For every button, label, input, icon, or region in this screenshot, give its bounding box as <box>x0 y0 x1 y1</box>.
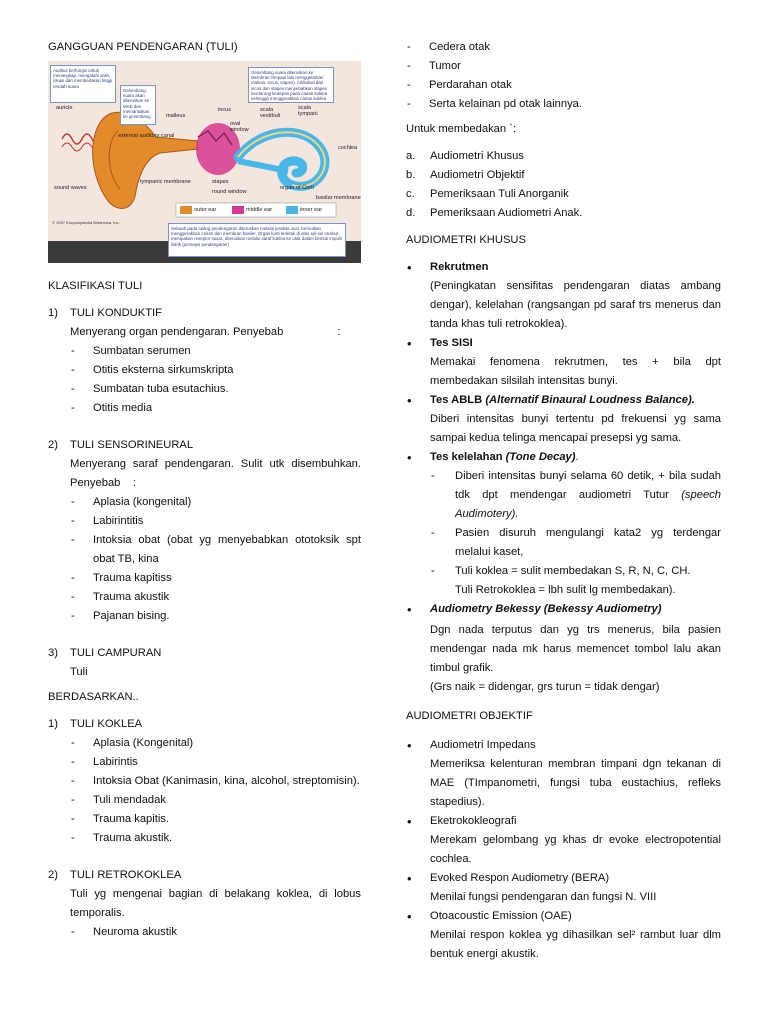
list-item: d. Pemeriksaan Audiometri Anak. <box>406 207 583 219</box>
label-sound-waves: sound waves <box>54 185 87 191</box>
label-oval-window: oval window <box>230 121 249 133</box>
label-cochlea: cochlea <box>338 145 358 151</box>
list-item-bera: • Evoked Respon Audiometry (BERA) Menilai fungsi pendengaran dan fungsi N. VIII <box>406 869 721 907</box>
label-stapes: stapes <box>212 179 229 185</box>
list-item: - Pajanan bising. <box>70 607 361 626</box>
koklea-causes <box>48 734 361 848</box>
list-item: - Trauma kapitiss <box>70 569 361 588</box>
list-item-rekrutmen: • Rekrutmen (Peningkatan sensifitas pendengaran diatas ambang dengar), kelelahan (rangsangan pd saraf trs menerus dan tanda khas tuli retrokoklea). <box>406 258 721 334</box>
list-item: - Tuli mendadak <box>70 791 361 810</box>
retrokoklea-causes <box>48 923 361 942</box>
list-item: - Intoksia Obat (Kanimasin, kina, alcohol, streptomisin). <box>70 772 361 791</box>
left-column <box>48 38 365 942</box>
section-tuli-campuran: 3) TULI CAMPURAN <box>48 647 162 659</box>
legend-middle-ear: middle ear <box>246 207 273 213</box>
list-item: - Otitis media <box>70 399 361 418</box>
list-item: - Sumbatan serumen <box>70 342 361 361</box>
list-item: - Neuroma akustik <box>70 923 361 942</box>
list-item: - Perdarahan otak <box>406 76 721 95</box>
section-intro: Menyerang saraf pendengaran. Sulit utk disembuhkan. Penyebab : <box>70 458 365 489</box>
list-item: - Aplasia (Kongenital) <box>70 734 361 753</box>
sensorineural-causes <box>48 493 361 626</box>
list-item-tes-sisi: • Tes SISI Memakai fenomena rekrutmen, tes + bila dpt membedakan silsilah intensitas bunyi. <box>406 334 721 391</box>
list-item-tes-ablb: • Tes ABLB (Alternatif Binaural Loudness Balance). Diberi intensitas bunyi tertentu pd frekuensi yg sama sampai kedua telinga mencapai presepsi yg sama. <box>406 391 721 448</box>
list-item: - Trauma akustik. <box>70 829 361 848</box>
list-item: - Labirintitis <box>70 512 361 531</box>
sub-item: - Diberi intensitas bunyi selama 60 detik, + bila sudah tdk dpt mendengar audiometri Tutur (speech Audimotery). <box>430 467 721 524</box>
ear-anatomy-figure <box>48 61 361 263</box>
klasifikasi-heading: KLASIFIKASI TULI <box>48 280 143 292</box>
section-heading: TULI CAMPURAN <box>70 647 162 659</box>
retrokoklea-causes-continued <box>406 38 721 114</box>
section-heading: TULI RETROKOKLEA <box>70 869 182 881</box>
audiometri-khusus-heading: AUDIOMETRI KHUSUS <box>406 234 526 246</box>
sub-item: - Pasien disuruh mengulangi kata2 yg terdengar melalui kaset, <box>430 524 721 562</box>
list-item-ekokokleografi: • Eketrokokleografi Merekam gelombang yg khas dr evoke electropotential cochlea. <box>406 812 721 869</box>
label-scala-vestibuli: scala vestibuli <box>260 107 281 119</box>
exam-types-list <box>406 147 721 223</box>
berdasarkan-heading: BERDASARKAN.. <box>48 691 139 703</box>
list-item: - Serta kelainan pd otak lainnya. <box>406 95 721 114</box>
section-heading: TULI KONDUKTIF <box>70 307 162 319</box>
legend-outer-ear: outer ear <box>194 207 217 213</box>
list-item: b. Audiometri Objektif <box>406 169 525 181</box>
list-item: - Trauma kapitis. <box>70 810 361 829</box>
section-tuli-retrokoklea: 2) TULI RETROKOKLEA <box>48 869 182 881</box>
list-item: - Otitis eksterna sirkumskripta <box>70 361 361 380</box>
figure-caption-tulang-pendengaran: Sebuah pada tulang pendengaran diteruskan melalui jendela oval. Kemudian menggerakkan cairan dan membran basiler, Organ korti terletak di atas sel-sel rambut merupakan reseptor suara, diteruskan melalui saraf koklea ke otak dalam bentuk impuls listrik (persepsi pendengaran) <box>168 223 346 257</box>
list-item-bekessy: • Audiometry Bekessy (Bekessy Audiometry) Dgn nada terputus dan yg trs menerus, bila pasien mendengar nada mk harus memencet tombol lalu akan timbul grafik. (Grs naik = didengar, grs turun = tidak dengar) <box>406 600 721 697</box>
list-item: c. Pemeriksaan Tuli Anorganik <box>406 188 569 200</box>
list-item: - Sumbatan tuba esutachius. <box>70 380 361 399</box>
label-external-auditory-canal: external auditory canal <box>118 133 175 139</box>
konduktif-causes <box>48 342 361 418</box>
label-tympanic-membrane: tympanic membrane <box>140 179 191 185</box>
label-incus: incus <box>218 107 232 113</box>
figure-copyright: © 1997 Encyclopaedia Britannica, Inc. <box>52 220 120 225</box>
audiometri-objektif-list <box>406 736 721 964</box>
list-item: - Labirintis <box>70 753 361 772</box>
figure-caption-mae: Gelombang suara akan diteruskan ke MAE dan memantulkan ke gelombang. <box>120 85 156 125</box>
list-item: - Intoksia obat (obat yg menyebabkan ototoksik spt obat TB, kina <box>70 531 361 569</box>
untuk-membedakan: Untuk membedakan `: <box>406 123 517 135</box>
label-basilar-membrane: basilar membrane <box>316 195 361 201</box>
audiometri-objektif-heading: AUDIOMETRI OBJEKTIF <box>406 710 533 722</box>
label-auricle: auricle <box>56 105 73 111</box>
section-tuli-koklea: 1) TULI KOKLEA <box>48 718 143 730</box>
label-organ-of-corti: organ of Corti <box>280 185 314 191</box>
section-heading: TULI KOKLEA <box>70 718 143 730</box>
figure-caption-membran-timpani: Gelombang suara diteruskan ke Membran Timpani lalu menggetarkan maleus, incus, stapes). Artikulasi dari incus dan stapes menyebabkan stapes berdorong kedepan pada cairan koklea sehingga menggerakkan cairan koklea <box>248 67 334 103</box>
list-item-impedans: • Audiometri Impedans Memeriksa kelenturan membran timpani dgn tekanan di MAE (TImpanometri, fungsi tuba eustachius, refleks stapedius). <box>406 736 721 812</box>
document-title: GANGGUAN PENDENGARAN (TULI) <box>48 41 238 53</box>
section-tuli-konduktif: 1) TULI KONDUKTIF <box>48 307 162 319</box>
list-item-tes-kelelahan: • Tes kelelahan (Tone Decay). - Diberi intensitas bunyi selama 60 detik, + bila sudah tdk dpt mendengar audiometri Tutur (speech Audimotery). - Pasien disuruh mengulangi kata2 yg terdengar melalui kaset, - Tuli koklea = sulit membedakan S, R, N, C, CH. Tuli Retrokoklea = lbh sulit lg membedakan). <box>406 448 721 600</box>
section-intro: Menyerang organ pendengaran. Penyebab : <box>70 326 341 338</box>
figure-caption-auditus: Auditus berfungsi untuk menangkap, mengatahi arah, lokasi dan membedakan tinggi rendah suara <box>50 65 116 103</box>
section-text: Tuli yg mengenai bagian di belakang koklea, di lobus temporalis. <box>70 888 361 919</box>
list-item: a. Audiometri Khusus <box>406 150 524 162</box>
legend-inner-ear: inner ear <box>300 207 323 213</box>
list-item: - Tumor <box>406 57 721 76</box>
list-item: - Aplasia (kongenital) <box>70 493 361 512</box>
sub-item: - Tuli koklea = sulit membedakan S, R, N, C, CH. Tuli Retrokoklea = lbh sulit lg membedakan). <box>430 562 721 600</box>
list-item: - Cedera otak <box>406 38 721 57</box>
section-text: Tuli <box>70 666 88 678</box>
label-scala-tympani: scala tympani <box>298 105 318 117</box>
label-malleus: malleus <box>166 113 186 119</box>
list-item: - Trauma akustik <box>70 588 361 607</box>
right-column <box>406 38 721 964</box>
list-item-oae: • Otoacoustic Emission (OAE) Menilai respon koklea yg dihasilkan sel² rambut luar dlm bentuk energi akustik. <box>406 907 721 964</box>
label-round-window: round window <box>212 189 247 195</box>
section-heading: TULI SENSORINEURAL <box>70 439 194 451</box>
section-tuli-sensorineural: 2) TULI SENSORINEURAL <box>48 439 194 451</box>
audiometri-khusus-list <box>406 258 721 697</box>
